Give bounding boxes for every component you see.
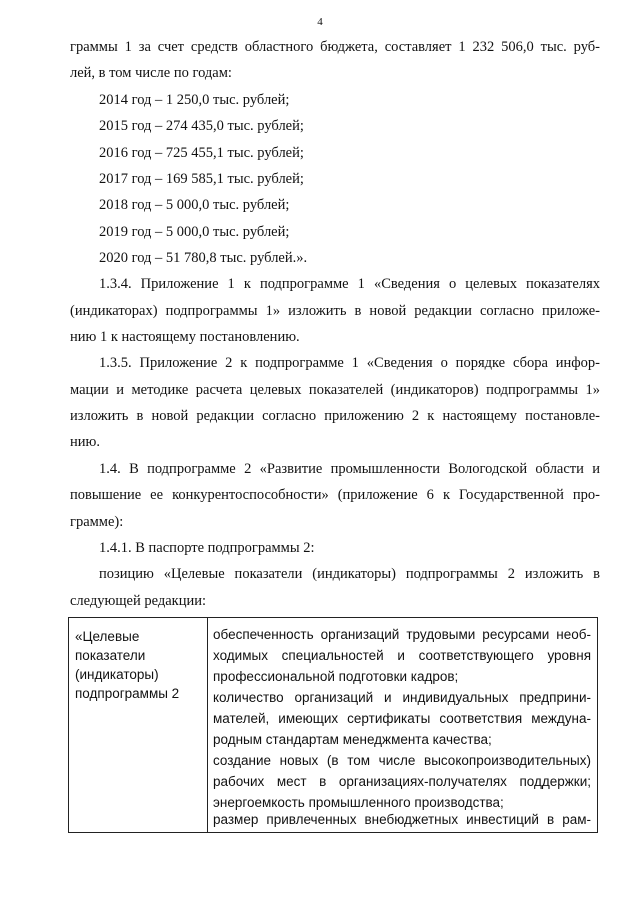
position-line-1: позицию «Целевые показатели (индикаторы) подпрограммы 2 изложить в (99, 566, 600, 582)
item-1-4-line-1: 1.4. В подпрограмме 2 «Развитие промышленности Вологодской области и (99, 461, 600, 477)
year-2018: 2018 год – 5 000,0 тыс. рублей; (99, 197, 290, 213)
page-number: 4 (317, 16, 323, 28)
year-2017: 2017 год – 169 585,1 тыс. рублей; (99, 171, 304, 187)
year-2019: 2019 год – 5 000,0 тыс. рублей; (99, 224, 290, 240)
table-right-line: размер привлеченных внебюджетных инвестиций в рам- (213, 812, 591, 827)
table-left-cell (75, 627, 201, 703)
table-right-line: обеспеченность организаций трудовыми ресурсами необ- (213, 627, 591, 642)
item-1-3-4-line-1: 1.3.4. Приложение 1 к подпрограмме 1 «Сведения о целевых показателях (99, 276, 600, 292)
year-2014: 2014 год – 1 250,0 тыс. рублей; (99, 92, 290, 108)
item-1-3-5-line-2: мации и методике расчета целевых показателей (индикаторов) подпрограммы 1» (70, 382, 600, 398)
item-1-4-line-2: повышение ее конкурентоспособности» (приложение 6 к Государственной про- (70, 487, 600, 503)
item-1-3-4-line-2: (индикаторах) подпрограммы 1» изложить в новой редакции согласно приложе- (70, 303, 600, 319)
table-right-line: создание новых (в том числе высокопроизводительных) (213, 753, 591, 768)
item-1-3-5-line-3: изложить в новой редакции согласно приложению 2 к настоящему постановле- (70, 408, 600, 424)
table-right-line: профессиональной подготовки кадров; (213, 669, 459, 684)
item-1-3-5-line-4: нию. (70, 434, 100, 450)
table-left-line: подпрограммы 2 (75, 686, 180, 701)
item-1-3-5-line-1: 1.3.5. Приложение 2 к подпрограмме 1 «Сведения о порядке сбора инфор- (99, 355, 600, 371)
position-line-2: следующей редакции: (70, 593, 207, 609)
year-2016: 2016 год – 725 455,1 тыс. рублей; (99, 145, 304, 161)
table-left-line: «Целевые (75, 629, 140, 644)
table-right-line: количество организаций и индивидуальных предприни- (213, 690, 591, 705)
table-right-line: ходимых специальностей и соответствующего уровня (213, 648, 591, 663)
table-left-line: (индикаторы) (75, 667, 159, 682)
table-column-divider (207, 618, 208, 832)
item-1-4-line-3: грамме): (70, 514, 124, 530)
table-right-line: мателей, имеющих сертификаты соответствия междуна- (213, 711, 591, 726)
table-left-line: показатели (75, 648, 146, 663)
item-1-4-1: 1.4.1. В паспорте подпрограммы 2: (99, 540, 315, 556)
table-right-line: энергоемкость промышленного производства; (213, 795, 504, 810)
intro-line-2: лей, в том числе по годам: (70, 65, 232, 81)
year-2020: 2020 год – 51 780,8 тыс. рублей.». (99, 250, 308, 266)
intro-line-1: граммы 1 за счет средств областного бюджета, составляет 1 232 506,0 тыс. руб- (70, 39, 600, 55)
table-right-line: рабочих мест в организациях-получателях поддержки; (213, 774, 591, 789)
year-2015: 2015 год – 274 435,0 тыс. рублей; (99, 118, 304, 134)
item-1-3-4-line-3: нию 1 к настоящему постановлению. (70, 329, 300, 345)
table-right-line: родным стандартам менеджмента качества; (213, 732, 492, 747)
indicators-table (68, 617, 598, 833)
